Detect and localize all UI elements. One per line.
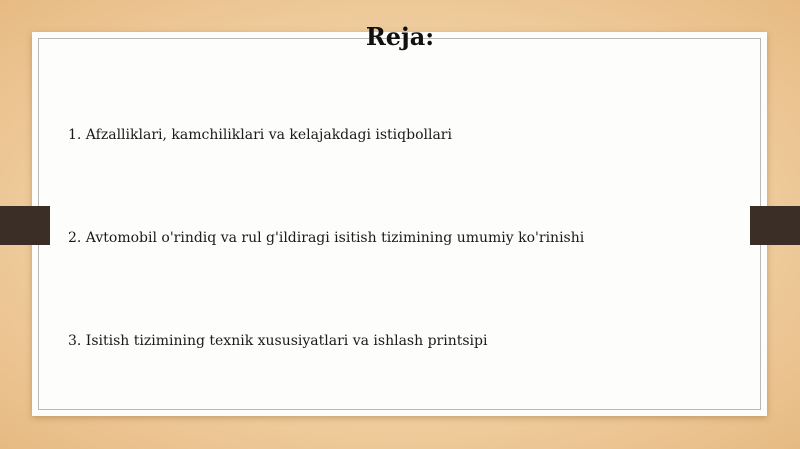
plan-item-2: 2. Avtomobil o'rindiq va rul g'ildiragi isitish tizimining umumiy ko'rinishi (68, 230, 585, 246)
paper-card (32, 32, 767, 416)
paper-border (38, 38, 761, 410)
slide-title: Reja: (365, 22, 435, 51)
right-tab-decoration (750, 206, 800, 245)
plan-item-3: 3. Isitish tizimining texnik xususiyatlari va ishlash printsipi (68, 333, 488, 349)
left-tab-decoration (0, 206, 50, 245)
plan-item-1: 1. Afzalliklari, kamchiliklari va kelajakdagi istiqbollari (68, 127, 452, 143)
